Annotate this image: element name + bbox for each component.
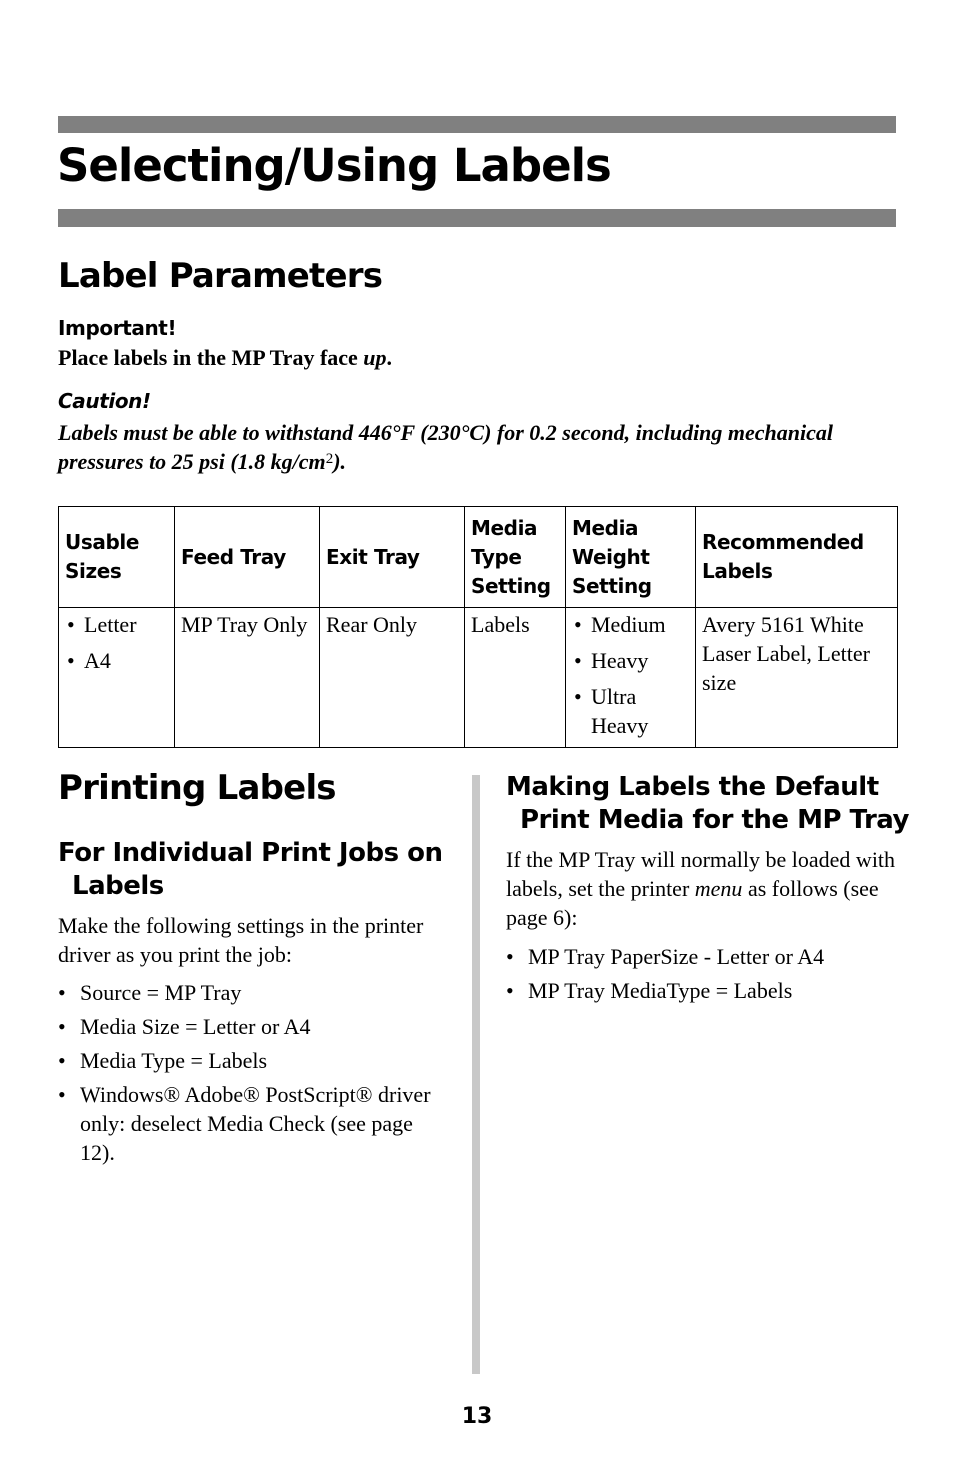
default-heading-line1: Making Labels the Default	[506, 772, 879, 802]
table-row	[59, 608, 898, 748]
cell-feed-tray: MP Tray Only	[175, 608, 320, 748]
header-exit-tray: Exit Tray	[320, 507, 465, 608]
caution-superscript: 2	[325, 451, 334, 467]
individual-heading-line2: Labels	[72, 871, 164, 901]
individual-settings-list	[58, 978, 448, 1172]
cell-recommended: Avery 5161 White Laser Label, Letter size	[696, 608, 898, 748]
default-intro-emphasis: menu	[694, 876, 743, 901]
list-item: • Ultra Heavy	[572, 682, 689, 740]
important-label: Important!	[58, 316, 177, 340]
title-bottom-rule	[58, 209, 896, 227]
column-divider	[472, 775, 480, 1374]
default-heading-line2: Print Media for the MP Tray	[520, 805, 909, 835]
cell-media-type: Labels	[465, 608, 566, 748]
default-settings-list	[506, 942, 926, 1010]
cell-usable-sizes	[59, 608, 175, 748]
cell-media-weight	[566, 608, 696, 748]
default-intro-end: as follows (see page 6):	[506, 876, 879, 930]
important-emphasis: up	[363, 345, 387, 370]
list-item: • MP Tray PaperSize - Letter or A4	[506, 942, 926, 971]
list-item: • A4	[65, 646, 168, 675]
important-note	[58, 344, 392, 372]
table-header-row	[59, 507, 898, 608]
important-end: .	[386, 345, 393, 370]
header-recommended: Recommended Labels	[696, 507, 898, 608]
title-top-rule	[58, 116, 896, 133]
caution-label: Caution!	[58, 389, 151, 413]
cell-exit-tray: Rear Only	[320, 608, 465, 748]
header-media-weight: Media Weight Setting	[566, 507, 696, 608]
page-title: Selecting/Using Labels	[57, 139, 611, 192]
list-item: • Letter	[65, 610, 168, 639]
individual-heading-line1: For Individual Print Jobs on	[58, 838, 443, 868]
default-intro-start: If the MP Tray will normally be loaded with labels, set the printer	[506, 847, 896, 901]
caution-text: Labels must be able to withstand 446°F (230°C) for 0.2 second, including mechanical pressures to 25 psi (1.8 kg/cm	[58, 420, 834, 474]
individual-intro: Make the following settings in the printer driver as you print the job:	[58, 913, 424, 967]
printing-labels-heading: Printing Labels	[58, 768, 336, 808]
list-item: • MP Tray MediaType = Labels	[506, 976, 926, 1005]
list-item: • Heavy	[572, 646, 689, 675]
important-text: Place labels in the MP Tray face	[58, 345, 364, 370]
label-parameters-table	[58, 506, 898, 748]
individual-jobs-heading	[58, 837, 458, 903]
header-feed-tray: Feed Tray	[175, 507, 320, 608]
caution-end: ).	[333, 449, 347, 474]
header-usable-sizes: Usable Sizes	[59, 507, 175, 608]
list-item: • Windows® Adobe® PostScript® driver only: deselect Media Check (see page 12).	[58, 1080, 448, 1167]
list-item: • Medium	[572, 610, 689, 639]
list-item: • Media Size = Letter or A4	[58, 1012, 448, 1041]
default-media-heading	[506, 771, 926, 837]
caution-note	[58, 418, 888, 476]
list-item: • Source = MP Tray	[58, 978, 448, 1007]
list-item: • Media Type = Labels	[58, 1046, 448, 1075]
label-parameters-heading: Label Parameters	[58, 256, 383, 296]
default-intro	[506, 845, 906, 932]
page-number: 13	[461, 1404, 493, 1429]
header-media-type: Media Type Setting	[465, 507, 566, 608]
